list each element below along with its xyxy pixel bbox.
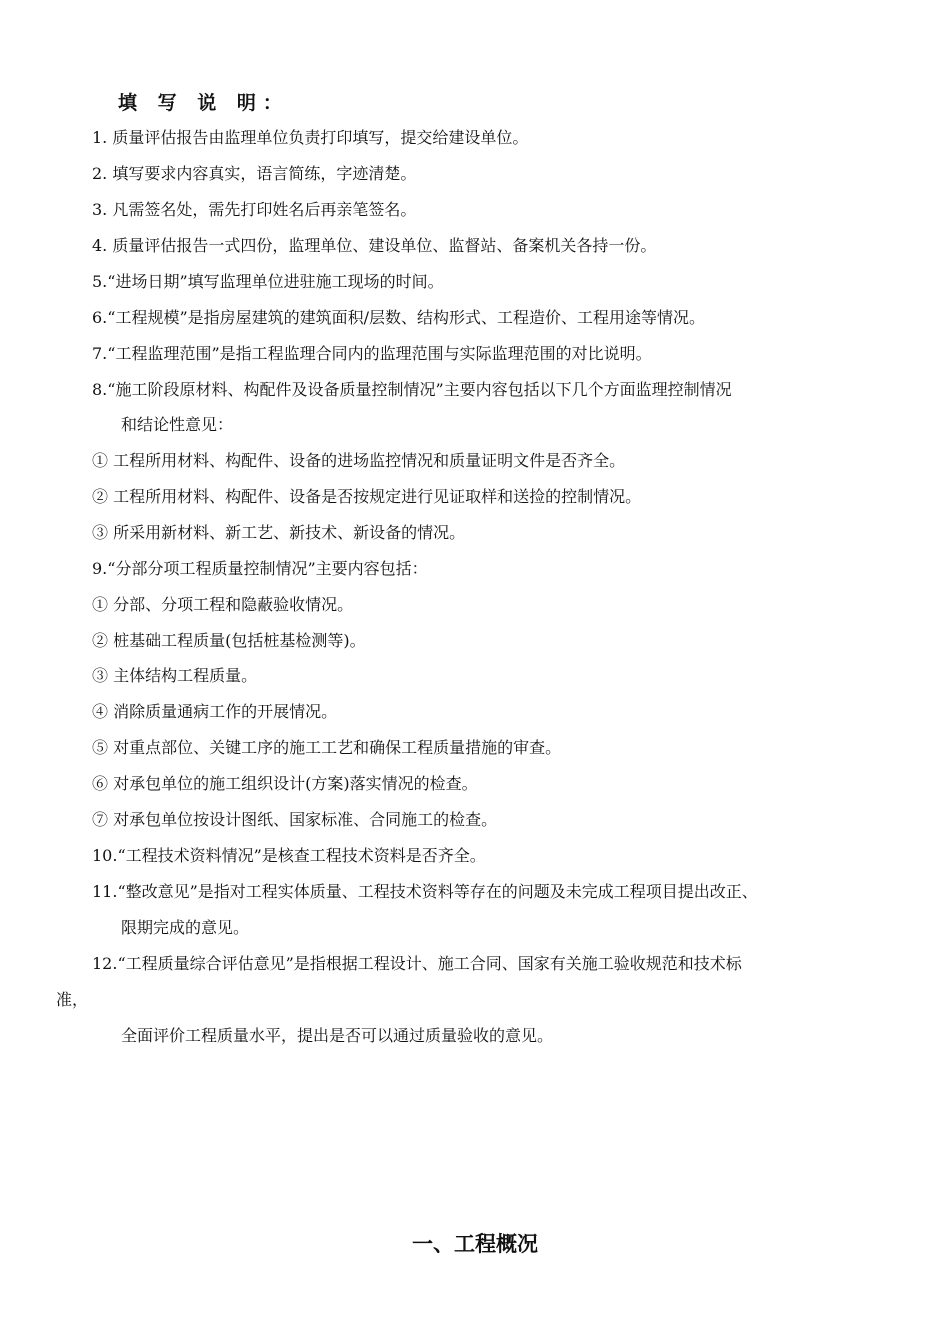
instruction-subitem: ② 工程所用材料、构配件、设备是否按规定进行见证取样和送捡的控制情况。 (92, 487, 642, 506)
instruction-subitem: ② 桩基础工程质量(包括桩基检测等)。 (92, 631, 366, 650)
instruction-subitem: ① 工程所用材料、构配件、设备的进场监控情况和质量证明文件是否齐全。 (92, 451, 626, 470)
instruction-line: 11.“整改意见”是指对工程实体质量、工程技术资料等存在的问题及未完成工程项目提出改正、 (92, 882, 758, 901)
instruction-line: 限期完成的意见。 (121, 918, 250, 937)
instruction-line: 6.“工程规模”是指房屋建筑的建筑面积/层数、结构形式、工程造价、工程用途等情况。 (92, 308, 706, 327)
instruction-subitem: ③ 所采用新材料、新工艺、新技术、新设备的情况。 (92, 523, 466, 542)
instruction-line: 5.“进场日期”填写监理单位进驻施工现场的时间。 (92, 272, 444, 291)
instruction-subitem: ⑥ 对承包单位的施工组织设计(方案)落实情况的检查。 (92, 774, 478, 793)
instruction-line: 全面评价工程质量水平，提出是否可以通过质量验收的意见。 (121, 1026, 554, 1045)
instruction-line: 2. 填写要求内容真实，语言简练，字迹清楚。 (92, 164, 417, 183)
instruction-line: 准， (56, 990, 89, 1009)
instruction-line: 7.“工程监理范围”是指工程监理合同内的监理范围与实际监理范围的对比说明。 (92, 344, 652, 363)
instruction-line: 9.“分部分项工程质量控制情况”主要内容包括： (92, 559, 428, 578)
section-title: 一、工程概况 (412, 1232, 538, 1256)
instruction-line: 4. 质量评估报告一式四份，监理单位、建设单位、监督站、备案机关各持一份。 (92, 236, 657, 255)
instruction-line: 1. 质量评估报告由监理单位负责打印填写，提交给建设单位。 (92, 128, 529, 147)
instruction-line: 和结论性意见： (121, 415, 234, 434)
instructions-heading: 填 写 说 明： (118, 92, 289, 114)
instruction-subitem: ④ 消除质量通病工作的开展情况。 (92, 702, 338, 721)
instruction-subitem: ⑤ 对重点部位、关键工序的施工工艺和确保工程质量措施的审查。 (92, 738, 562, 757)
instruction-line: 10.“工程技术资料情况”是核查工程技术资料是否齐全。 (92, 846, 486, 865)
instruction-line: 8.“施工阶段原材料、构配件及设备质量控制情况”主要内容包括以下几个方面监理控制情况 (92, 380, 732, 399)
instruction-subitem: ⑦ 对承包单位按设计图纸、国家标准、合同施工的检查。 (92, 810, 498, 829)
instruction-subitem: ① 分部、分项工程和隐蔽验收情况。 (92, 595, 354, 614)
instruction-line: 3. 凡需签名处，需先打印姓名后再亲笔签名。 (92, 200, 417, 219)
instruction-subitem: ③ 主体结构工程质量。 (92, 666, 258, 685)
instruction-line: 12.“工程质量综合评估意见”是指根据工程设计、施工合同、国家有关施工验收规范和技术标 (92, 954, 742, 973)
